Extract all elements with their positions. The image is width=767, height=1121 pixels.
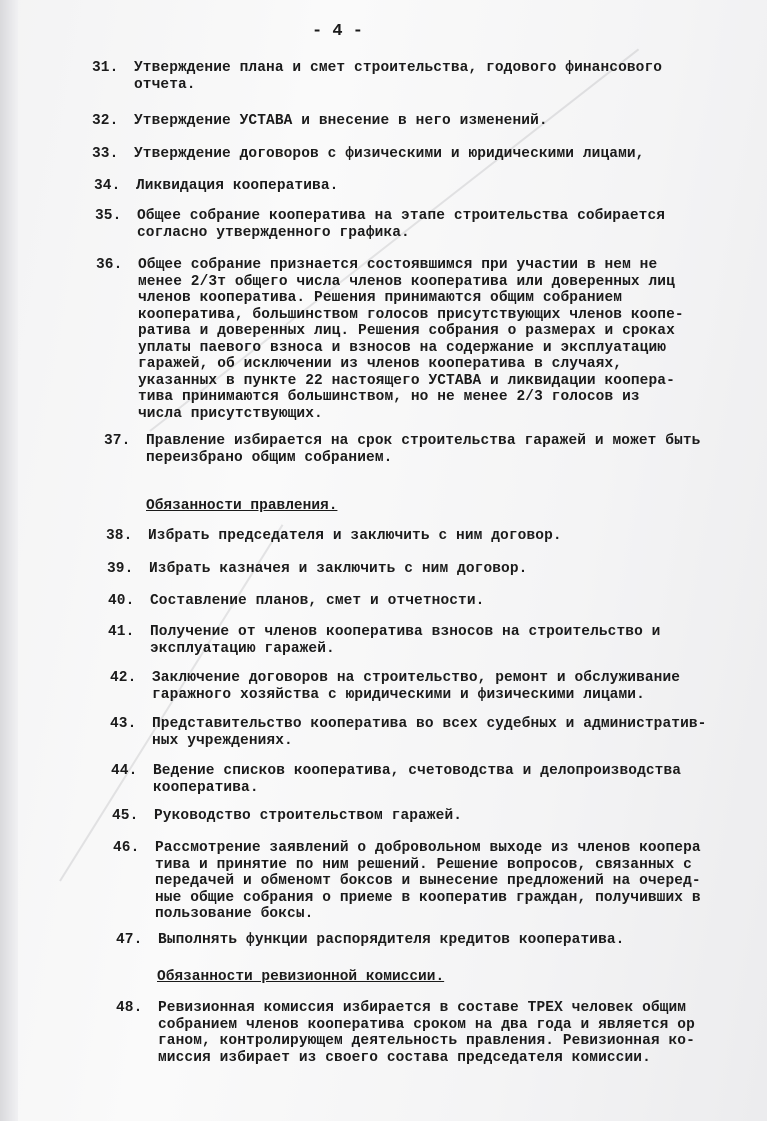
item-number: 34.	[94, 178, 121, 194]
item-text-line: указанных в пункте 22 настоящего УСТАВА и ликвидации коопера-	[138, 372, 675, 389]
item-number: 37.	[104, 433, 131, 449]
item-text-line: Утверждение договоров с физическими и юридическими лицами,	[134, 146, 645, 162]
list-item-33	[92, 146, 644, 163]
item-text-line: Утверждение плана и смет строительства, годового финансового	[134, 60, 663, 76]
item-text-line: ганом, контролирующем деятельность правления. Ревизионная ко-	[158, 1033, 695, 1049]
item-text-line: менее 2/3т общего числа членов кооператива или доверенных лиц	[138, 273, 675, 290]
item-text-line: ные общие собрания о приеме в кооператив граждан, получивших в	[155, 889, 701, 906]
item-text-line: уплаты паевого взноса и взносов на содержание и эксплуатацию	[138, 339, 667, 356]
item-text-line: Утверждение УСТАВА и внесение в него изменений.	[134, 113, 548, 129]
item-text-line: Ведение списков кооператива, счетоводства и делопроизводства	[153, 763, 682, 779]
item-text-line: пользование боксы.	[155, 906, 314, 922]
item-text-line: Рассмотрение заявлений о добровольном выходе из членов коопера	[155, 840, 701, 856]
item-number: 36.	[96, 257, 123, 273]
item-text-line: Выполнять функции распорядителя кредитов кооператива.	[158, 932, 625, 948]
item-number: 35.	[95, 208, 122, 224]
item-text-line: переизбрано общим собранием.	[146, 449, 393, 466]
item-number: 43.	[110, 716, 137, 732]
list-item-39	[107, 561, 527, 578]
item-number: 48.	[116, 1000, 143, 1016]
item-text-line: миссия избирает из своего состава председателя комиссии.	[158, 1049, 651, 1066]
section-heading-board-duties: Обязанности правления.	[146, 498, 338, 514]
item-text-line: гаражей, об исключении из членов кооператива в случаях,	[138, 356, 623, 372]
item-number: 44.	[111, 763, 138, 779]
item-text-line: Составление планов, смет и отчетности.	[150, 593, 485, 609]
item-text-line: Представительство кооператива во всех судебных и административ-	[152, 716, 707, 732]
item-text-line: Ликвидация кооператива.	[136, 178, 339, 194]
list-item-34	[94, 178, 338, 195]
list-item-37	[104, 433, 701, 466]
item-text-line: эксплуатацию гаражей.	[150, 640, 335, 657]
item-text-line: Избрать казначея и заключить с ним договор.	[149, 561, 528, 577]
item-number: 46.	[113, 840, 140, 856]
item-text-line: кооператива.	[153, 779, 259, 796]
list-item-46	[113, 840, 701, 923]
item-text-line: Общее собрание признается состоявшимся при участии в нем не	[138, 257, 658, 273]
page-number: - 4 -	[312, 22, 364, 41]
item-text-line: ных учреждениях.	[152, 732, 293, 749]
item-text-line: тива принимаются большинством, но не менее 2/3 голосов из	[138, 389, 640, 405]
list-item-41	[108, 624, 660, 657]
item-number: 41.	[108, 624, 135, 640]
page-edge-shadow	[0, 0, 18, 1121]
list-item-36	[96, 257, 684, 422]
item-number: 38.	[106, 528, 133, 544]
list-item-45	[112, 808, 462, 825]
item-text-line: членов кооператива. Решения принимаются общим собранием	[138, 290, 623, 306]
section-heading-audit-duties: Обязанности ревизионной комиссии.	[157, 969, 445, 985]
item-number: 32.	[92, 113, 119, 129]
item-text-line: Избрать председателя и заключить с ним договор.	[148, 528, 562, 544]
item-number: 31.	[92, 60, 119, 76]
item-text-line: передачей и обменомт боксов и вынесение предложений на очеред-	[155, 873, 701, 889]
item-text-line: Общее собрание кооператива на этапе строительства собирается	[137, 208, 666, 224]
item-number: 47.	[116, 932, 143, 948]
item-text-line: собранием членов кооператива сроком на два года и является ор	[158, 1016, 695, 1033]
list-item-32	[92, 113, 548, 130]
item-text-line: тива и принятие по ним решений. Решение вопросов, связанных с	[155, 856, 692, 873]
item-number: 40.	[108, 593, 135, 609]
list-item-42	[110, 670, 680, 703]
item-text-line: Ревизионная комиссия избирается в составе ТРЕХ человек общим	[158, 1000, 687, 1016]
item-text-line: гаражного хозяйства с юридическими и физическими лицами.	[152, 686, 645, 703]
list-item-47	[116, 932, 624, 949]
item-text-line: Получение от членов кооператива взносов на строительство и	[150, 624, 661, 640]
list-item-31	[92, 60, 662, 93]
list-item-35	[95, 208, 665, 241]
item-number: 42.	[110, 670, 137, 686]
item-text-line: отчета.	[134, 76, 196, 93]
item-text-line: Заключение договоров на строительство, ремонт и обслуживание	[152, 670, 681, 686]
item-text-line: кооператива, большинством голосов присутствующих членов коопе-	[138, 306, 684, 323]
list-item-48	[116, 1000, 695, 1066]
item-text-line: Руководство строительством гаражей.	[154, 808, 463, 824]
item-text-line: числа присутствующих.	[138, 405, 323, 422]
list-item-40	[108, 593, 484, 610]
item-number: 33.	[92, 146, 119, 162]
list-item-43	[110, 716, 707, 749]
list-item-38	[106, 528, 562, 545]
item-text-line: Правление избирается на срок строительства гаражей и может быть	[146, 433, 701, 449]
item-number: 39.	[107, 561, 134, 577]
item-number: 45.	[112, 808, 139, 824]
list-item-44	[111, 763, 681, 796]
item-text-line: согласно утвержденного графика.	[137, 224, 410, 241]
item-text-line: ратива и доверенных лиц. Решения собрания о размерах и сроках	[138, 323, 675, 339]
